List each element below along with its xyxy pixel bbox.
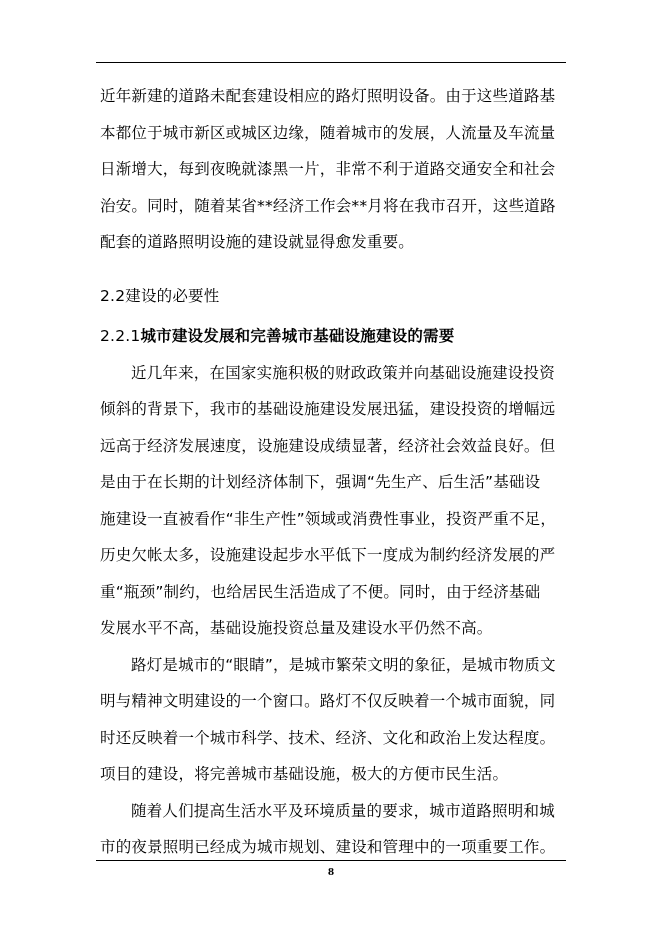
paragraph-2-line: 重“瓶颈”制约，也给居民生活造成了不便。同时，由于经济基础 bbox=[100, 582, 541, 601]
paragraph-3-line: 明与精神文明建设的一个窗口。路灯不仅反映着一个城市面貌，同 bbox=[100, 692, 556, 710]
header-rule bbox=[96, 62, 566, 63]
paragraph-3 bbox=[100, 647, 562, 793]
paragraph-1 bbox=[100, 78, 562, 261]
paragraph-2-line: 发展水平不高，基础设施投资总量及建设水平仍然不高。 bbox=[100, 619, 493, 637]
paragraph-2-line: 近几年来，在国家实施积极的财政政策并向基础设施建设投资 bbox=[131, 363, 555, 382]
subsection-number: 2.2.1 bbox=[100, 327, 141, 345]
paragraph-4 bbox=[100, 793, 562, 866]
paragraph-1-line: 本都位于城市新区或城区边缘，随着城市的发展，人流量及车流量 bbox=[100, 123, 556, 142]
paragraph-2-line: 倾斜的背景下，我市的基础设施建设发展迅猛，建设投资的增幅远 bbox=[100, 400, 556, 418]
paragraph-4-line: 随着人们提高生活水平及环境质量的要求，城市道路照明和城 bbox=[131, 801, 555, 820]
subsection-heading bbox=[100, 318, 562, 355]
paragraph-2-line: 历史欠帐太多，设施建设起步水平低下一度成为制约经济发展的严 bbox=[100, 546, 556, 564]
section-heading: 2.2建设的必要性 bbox=[100, 286, 220, 305]
document-body bbox=[100, 78, 562, 866]
subsection-title: 城市建设发展和完善城市基础设施建设的需要 bbox=[140, 327, 455, 345]
paragraph-2-line: 是由于在长期的计划经济体制下，强调“先生产、后生活”基础设 bbox=[100, 473, 541, 491]
paragraph-1-line: 配套的道路照明设施的建设就显得愈发重要。 bbox=[100, 233, 415, 251]
paragraph-3-line: 项目的建设，将完善城市基础设施，极大的方便市民生活。 bbox=[100, 765, 509, 783]
paragraph-2 bbox=[100, 355, 562, 647]
spacer bbox=[100, 261, 562, 278]
paragraph-3-line: 时还反映着一个城市科学、技术、经济、文化和政治上发达程度。 bbox=[100, 728, 556, 747]
paragraph-1-line: 日渐增大，每到夜晚就漆黑一片，非常不利于道路交通安全和社会 bbox=[100, 160, 556, 178]
paragraph-1-line: 近年新建的道路未配套建设相应的路灯照明设备。由于这些道路基 bbox=[100, 87, 556, 105]
paragraph-4-line: 市的夜景照明已经成为城市规划、建设和管理中的一项重要工作。 bbox=[100, 838, 556, 856]
paragraph-2-line: 施建设一直被看作“非生产性”领域或消费性事业，投资严重不足， bbox=[100, 509, 557, 528]
paragraph-1-line: 治安。同时，随着某省**经济工作会**月将在我市召开，这些道路 bbox=[100, 196, 556, 215]
paragraph-2-line: 远高于经济发展速度，设施建设成绩显著，经济社会效益良好。但 bbox=[100, 436, 556, 455]
paragraph-3-line: 路灯是城市的“眼睛”，是城市繁荣文明的象征，是城市物质文 bbox=[131, 655, 556, 674]
footer-rule bbox=[96, 860, 566, 861]
page-number: 8 bbox=[327, 868, 335, 878]
